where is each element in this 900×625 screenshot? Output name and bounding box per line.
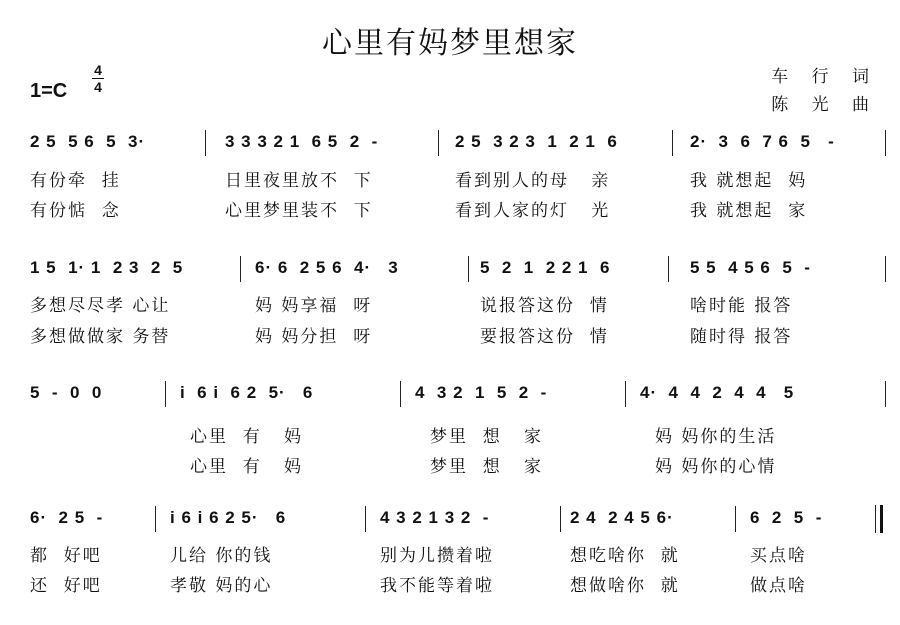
barline bbox=[668, 256, 669, 282]
lyric-verse-2: 想做啥你 就 bbox=[570, 576, 680, 596]
measure-notes: 4· 4 4 2 4 4 5 bbox=[640, 383, 795, 402]
lyric-verse-2: 妈 妈分担 呀 bbox=[255, 327, 373, 347]
measure-notes: 6· 6 2 5 6 4· 3 bbox=[255, 258, 399, 277]
lyric-verse-2: 有份惦 念 bbox=[30, 201, 121, 221]
lyric-verse-2: 心里梦里装不 下 bbox=[225, 201, 373, 221]
barline bbox=[885, 130, 886, 156]
lyric-verse-2: 心里 有 妈 bbox=[190, 457, 304, 477]
measure-notes: 1 5 1· 1 2 3 2 5 bbox=[30, 258, 184, 277]
measure-notes: 2· 3 6 7 6 5 - bbox=[690, 132, 835, 151]
measure-notes: 2 5 3 2 3 1 2 1 6 bbox=[455, 132, 618, 151]
lyric-verse-1: 妈 妈你的生活 bbox=[655, 427, 777, 447]
measure-notes: 6 2 5 - bbox=[750, 508, 823, 527]
lyric-verse-1: 想吃啥你 就 bbox=[570, 546, 680, 566]
lyric-verse-2: 梦里 想 家 bbox=[430, 457, 544, 477]
measure-notes: 5 5 4 5 6 5 - bbox=[690, 258, 811, 277]
barline bbox=[672, 130, 673, 156]
lyric-verse-2: 我不能等着啦 bbox=[380, 576, 494, 596]
lyric-verse-1: 日里夜里放不 下 bbox=[225, 171, 373, 191]
lyric-verse-1: 梦里 想 家 bbox=[430, 427, 544, 447]
key-signature: 1=C bbox=[30, 80, 68, 102]
measure-notes: i 6 i 6 2 5· 6 bbox=[170, 508, 287, 527]
lyric-verse-1: 多想尽尽孝 心让 bbox=[30, 296, 171, 316]
final-barline-thin bbox=[875, 505, 876, 533]
lyric-verse-2: 看到人家的灯 光 bbox=[455, 201, 611, 221]
lyric-verse-1: 别为儿攒着啦 bbox=[380, 546, 494, 566]
lyric-verse-2: 我 就想起 家 bbox=[690, 201, 808, 221]
barline bbox=[205, 130, 206, 156]
lyric-verse-2: 做点啥 bbox=[750, 576, 807, 596]
lyric-verse-1: 心里 有 妈 bbox=[190, 427, 304, 447]
measure-notes: 3 3 3 2 1 6 5 2 - bbox=[225, 132, 379, 151]
lyric-verse-1: 买点啥 bbox=[750, 546, 807, 566]
measure-notes: 2 5 5 6 5 3· bbox=[30, 132, 146, 151]
barline bbox=[438, 130, 439, 156]
lyric-verse-2: 多想做做家 务替 bbox=[30, 327, 171, 347]
lyric-verse-1: 说报答这份 情 bbox=[480, 296, 609, 316]
measure-notes: 5 - 0 0 bbox=[30, 383, 103, 402]
measure-notes: 4 3 2 1 3 2 - bbox=[380, 508, 490, 527]
lyric-verse-2: 还 好吧 bbox=[30, 576, 102, 596]
measure-notes: i 6 i 6 2 5· 6 bbox=[180, 383, 314, 402]
lyric-verse-1: 儿给 你的钱 bbox=[170, 546, 273, 566]
barline bbox=[625, 381, 626, 407]
lyric-verse-1: 有份牵 挂 bbox=[30, 171, 121, 191]
barline bbox=[240, 256, 241, 282]
barline bbox=[885, 256, 886, 282]
measure-notes: 2 4 2 4 5 6· bbox=[570, 508, 674, 527]
barline bbox=[885, 381, 886, 407]
barline bbox=[560, 506, 561, 532]
measure-notes: 5 2 1 2 2 1 6 bbox=[480, 258, 611, 277]
lyric-verse-2: 孝敬 妈的心 bbox=[170, 576, 273, 596]
final-barline bbox=[880, 505, 883, 533]
lyric-verse-2: 妈 妈你的心情 bbox=[655, 457, 777, 477]
measure-notes: 4 3 2 1 5 2 - bbox=[415, 383, 548, 402]
lyric-verse-2: 要报答这份 情 bbox=[480, 327, 609, 347]
lyric-verse-2: 随时得 报答 bbox=[690, 327, 793, 347]
lyric-verse-1: 都 好吧 bbox=[30, 546, 102, 566]
barline bbox=[468, 256, 469, 282]
lyric-verse-1: 啥时能 报答 bbox=[690, 296, 793, 316]
lyric-verse-1: 我 就想起 妈 bbox=[690, 171, 808, 191]
song-title: 心里有妈梦里想家 bbox=[322, 26, 578, 61]
measure-notes: 6· 2 5 - bbox=[30, 508, 104, 527]
lyric-verse-1: 看到别人的母 亲 bbox=[455, 171, 611, 191]
lyricist-credit: 车 行 词 bbox=[771, 67, 878, 87]
barline bbox=[735, 506, 736, 532]
barline bbox=[400, 381, 401, 407]
lyric-verse-1: 妈 妈享福 呀 bbox=[255, 296, 373, 316]
barline bbox=[365, 506, 366, 532]
barline bbox=[155, 506, 156, 532]
time-signature-bottom: 4 bbox=[94, 79, 102, 95]
time-signature-top: 4 bbox=[94, 62, 102, 78]
time-signature bbox=[92, 62, 104, 95]
composer-credit: 陈 光 曲 bbox=[771, 95, 878, 115]
barline bbox=[165, 381, 166, 407]
